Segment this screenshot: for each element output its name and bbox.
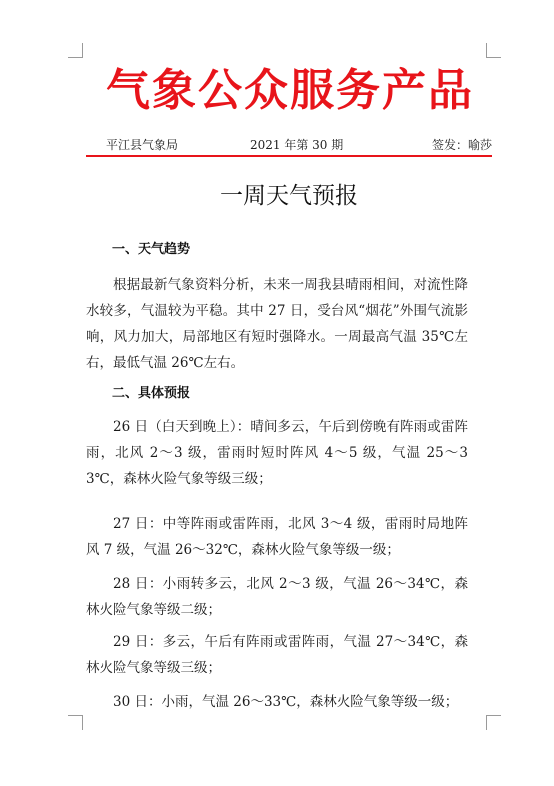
section-heading-forecast: 二、具体预报: [112, 386, 191, 401]
page-corner-mark-top-left: [68, 43, 83, 58]
issuer-name: 平江县气象局: [106, 138, 179, 152]
signer: 签发：喻莎: [431, 138, 492, 152]
page-corner-mark-bottom-left: [68, 715, 83, 730]
page-corner-mark-bottom-right: [486, 715, 501, 730]
forecast-day-26: 26 日（白天到晚上）：晴间多云，午后到傍晚有阵雨或雷阵雨，北风 2～3 级，雷雨时短时阵风 4～5 级，气温 25～33℃，森林火险气象等级三级；: [86, 419, 468, 487]
forecast-day-30: 30 日：小雨，气温 26～33℃，森林火险气象等级一级；: [113, 694, 459, 710]
issue-meta-row: [106, 136, 492, 154]
red-divider-line: [86, 155, 492, 157]
paragraph-trend: 根据最新气象资料分析，未来一周我县晴雨相间，对流性降水较多，气温较为平稳。其中 27 日，受台风“烟花”外围气流影响，风力加大，局部地区有短时强降水。一周最高气温 35℃左右，最低气温 26℃左右。: [86, 277, 468, 371]
forecast-day-28: 28 日：小雨转多云，北风 2～3 级，气温 26～34℃，森林火险气象等级二级；: [86, 576, 468, 618]
page-corner-mark-top-right: [486, 43, 501, 58]
issue-number: 2021 年第 30 期: [250, 138, 344, 152]
banner-title: 气象公众服务产品: [106, 65, 474, 116]
forecast-day-29: 29 日：多云，午后有阵雨或雷阵雨，气温 27～34℃，森林火险气象等级三级；: [86, 634, 468, 676]
document-title: 一周天气预报: [220, 183, 358, 209]
section-heading-trend: 一、天气趋势: [112, 242, 191, 257]
forecast-day-27: 27 日：中等阵雨或雷阵雨，北风 3～4 级，雷雨时局地阵风 7 级，气温 26～32℃，森林火险气象等级一级；: [86, 516, 468, 558]
